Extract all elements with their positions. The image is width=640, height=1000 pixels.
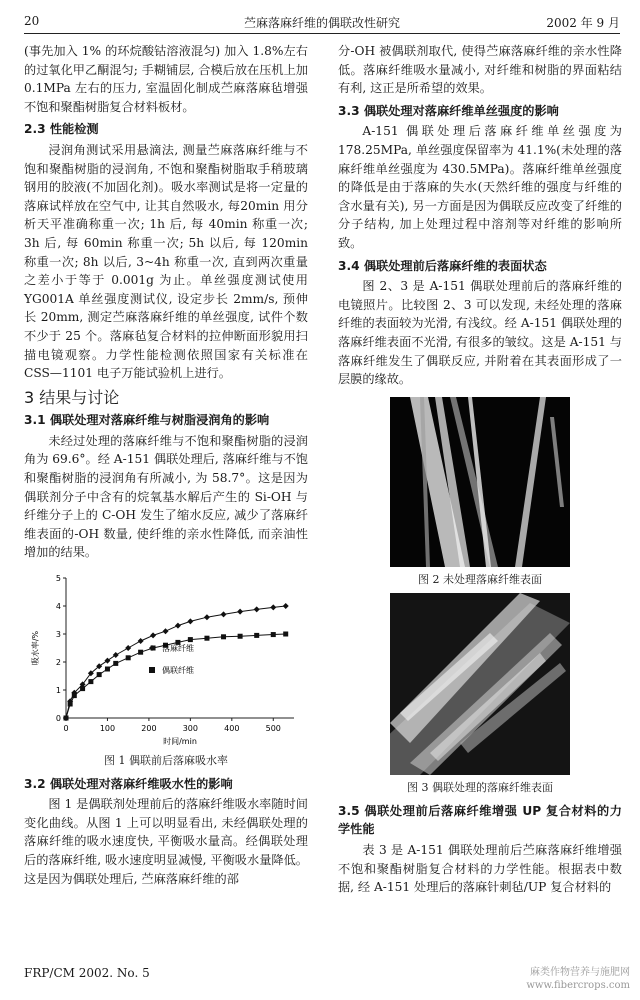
x-tick-label: 300 xyxy=(182,724,199,734)
watermark-line-1: 麻类作物营养与施肥网 xyxy=(530,967,630,978)
data-point-diamond xyxy=(204,614,210,620)
section-3-5-title: 3.5 偶联处理前后落麻纤维增强 UP 复合材料的力学性能 xyxy=(338,803,622,837)
left-column xyxy=(24,42,308,888)
data-point-diamond xyxy=(113,652,119,658)
y-axis-label: 吸水率/% xyxy=(31,630,40,666)
data-point-square xyxy=(113,661,118,666)
data-point-square xyxy=(88,679,93,684)
section-3-title: 3 结果与讨论 xyxy=(24,387,120,407)
right-column xyxy=(338,42,622,897)
data-point-diamond xyxy=(221,611,227,617)
data-point-square xyxy=(238,634,243,639)
running-title: 苎麻落麻纤维的偶联改性研究 xyxy=(243,16,400,30)
section-3-1-text: 未经过处理的落麻纤维与不饱和聚酯树脂的浸润角为 69.6°。经 A-151 偶联处理后, 落麻纤维与不饱和聚酯树脂的浸润角有所减小, 为 58.7°。这是因为偶联剂分子中含有的烷氧基水解后产生的 Si-OH 与纤维分子上的 C-OH 发生了缩水反应, 减少了落麻纤维表面的-OH 数量, 使纤维的亲水性降低, 而亲油性增加的结果。 xyxy=(24,433,308,560)
section-2-3-title: 2.3 性能检测 xyxy=(24,122,99,137)
legend-label: 落麻纤维 xyxy=(162,644,194,654)
x-tick-label: 400 xyxy=(224,724,240,734)
data-point-square xyxy=(97,672,102,677)
paragraph-continued: (事先加入 1% 的环烷酸钴溶液混匀) 加入 1.8%左右的过氧化甲乙酮混匀; 手糊铺层, 合模后放在压机上加 0.1MPa 左右的压力, 室温固化制成苎麻落麻毡增强不饱和聚酯树脂复合材料板材。 xyxy=(24,44,308,114)
figure-3-caption: 图 3 偶联处理的落麻纤维表面 xyxy=(407,781,553,795)
section-2-3-text: 浸润角测试采用悬滴法, 测量苎麻落麻纤维与不饱和聚酯树脂的浸润角, 不饱和聚酯树脂取手稍玻璃钢用的胶液(不加固化剂)。吸水率测试是将一定量的落麻试样放在空气中, 让其自然吸水, 每20min 用分析天平准确称重一次; 1h 后, 每 40min 称重一次; 3h 后, 每 60min 称重一次; 5h 以后, 每 120min 称重一次; 8h 以后, 3~4h 称重一次, 直到两次重量之差小于等于 0.001g 为止。单丝强度测试使用 YG001A 单丝强度测试仪, 设定步长 2mm/s, 预伸长 20mm, 测定苎麻落麻纤维的单丝强度, 试件个数不少于 25 个。落麻毡复合材料的拉伸断面形貌用扫描电镜观察。力学性能检测依照国家有关标准在 CSS—1101 电子万能试验机上进行。 xyxy=(24,142,308,381)
water-absorption-chart xyxy=(24,568,308,748)
y-tick-label: 1 xyxy=(55,686,61,696)
y-tick-label: 2 xyxy=(55,658,61,668)
data-point-square xyxy=(105,667,110,672)
data-point-diamond xyxy=(254,606,260,612)
data-point-diamond xyxy=(138,638,144,644)
paragraph-continued: 分-OH 被偶联剂取代, 使得苎麻落麻纤维的亲水性降低。落麻纤维吸水量减小, 对纤维和树脂的界面粘结有利, 这正是所希望的效果。 xyxy=(338,44,622,96)
figure-1-chart xyxy=(24,568,308,748)
data-point-square xyxy=(138,650,143,655)
x-tick-label: 200 xyxy=(141,724,157,734)
chart-axes xyxy=(30,574,294,746)
y-tick-label: 3 xyxy=(55,630,61,640)
data-point-square xyxy=(271,632,276,637)
data-point-square xyxy=(188,637,193,642)
watermark-line-2: www.fibercrops.com xyxy=(526,980,630,991)
data-point-square xyxy=(254,633,259,638)
data-point-square xyxy=(126,655,131,660)
y-tick-label: 0 xyxy=(55,714,61,724)
data-point-diamond xyxy=(104,658,110,664)
figure-2-caption: 图 2 未处理落麻纤维表面 xyxy=(418,572,542,586)
data-point-square xyxy=(204,636,209,641)
section-3-3-text: A-151 偶联处理后落麻纤维单丝强度为178.25MPa, 单丝强度保留率为 41.1%(未处理的落麻纤维单丝强度为 430.5MPa)。落麻纤维单丝强度的降低是由于落麻的失水(天然纤维的强度与纤维的含水量有关), 另一方面是因为偶联反应改变了纤维的分子结构, 加上处理过程中溶剂等对纤维的影响所致。 xyxy=(338,124,622,250)
section-3-5-text: 表 3 是 A-151 偶联处理前后苎麻落麻纤维增强不饱和聚酯树脂复合材料的力学性能。根据表中数据, 经 A-151 处理后的落麻针刺毡/UP 复合材料的 xyxy=(338,843,622,895)
data-point-square xyxy=(221,634,226,639)
figure-1-caption: 图 1 偶联前后落麻吸水率 xyxy=(104,754,228,768)
section-3-2-text: 图 1 是偶联剂处理前后的落麻纤维吸水率随时间变化曲线。从图 1 上可以明显看出, 未经偶联处理的落麻纤维的吸水速度快, 平衡吸水量高。经偶联处理后的落麻纤维, 吸水速度明显减慢, 平衡吸水量降低。这是因为偶联处理后, 苎麻落麻纤维的部 xyxy=(24,797,308,886)
figure-3-sem-image xyxy=(390,593,570,775)
section-3-3-title: 3.3 偶联处理对落麻纤维单丝强度的影响 xyxy=(338,103,559,118)
figure-2-sem-image xyxy=(390,397,570,567)
data-point-square xyxy=(68,702,73,707)
x-tick-label: 100 xyxy=(99,724,116,734)
x-tick-label: 0 xyxy=(63,724,69,734)
x-tick-label: 500 xyxy=(265,724,281,734)
legend-label: 偶联纤维 xyxy=(162,666,194,676)
y-tick-label: 5 xyxy=(55,574,61,584)
section-3-4-text: 图 2、3 是 A-151 偶联处理前后的落麻纤维的电镜照片。比较图 2、3 可以发现, 未经处理的落麻纤维的表面较为光滑, 有浅纹。经 A-151 偶联处理的落麻纤维表面不光滑, 有很多的皱纹。这是 A-151 与落麻纤维发生了偶联反应, 并附着在其表面形成了一层膜的缘故。 xyxy=(338,279,622,387)
section-3-1-title: 3.1 偶联处理对落麻纤维与树脂浸润角的影响 xyxy=(24,413,270,428)
page-header xyxy=(24,8,620,34)
issue-date: 2002 年 9 月 xyxy=(546,16,620,30)
data-point-diamond xyxy=(283,603,289,609)
watermark xyxy=(526,966,630,992)
series-line-1 xyxy=(66,606,286,718)
data-point-diamond xyxy=(125,645,131,651)
legend-marker-square xyxy=(149,667,155,673)
data-point-square xyxy=(64,716,69,721)
page-number: 20 xyxy=(24,14,40,28)
data-point-diamond xyxy=(270,604,276,610)
data-point-square xyxy=(72,693,77,698)
chart-marks xyxy=(63,603,289,721)
data-point-diamond xyxy=(162,628,168,634)
x-axis-label: 时间/min xyxy=(163,737,197,747)
data-point-diamond xyxy=(237,609,243,615)
y-tick-label: 4 xyxy=(55,602,61,612)
data-point-square xyxy=(283,632,288,637)
data-point-diamond xyxy=(187,618,193,624)
data-point-diamond xyxy=(150,632,156,638)
section-3-4-title: 3.4 偶联处理前后落麻纤维的表面状态 xyxy=(338,258,547,273)
page-footer: FRP/CM 2002. No. 5 xyxy=(24,966,150,980)
data-point-square xyxy=(80,686,85,691)
section-3-2-title: 3.2 偶联处理对落麻纤维吸水性的影响 xyxy=(24,776,233,791)
data-point-diamond xyxy=(175,623,181,629)
